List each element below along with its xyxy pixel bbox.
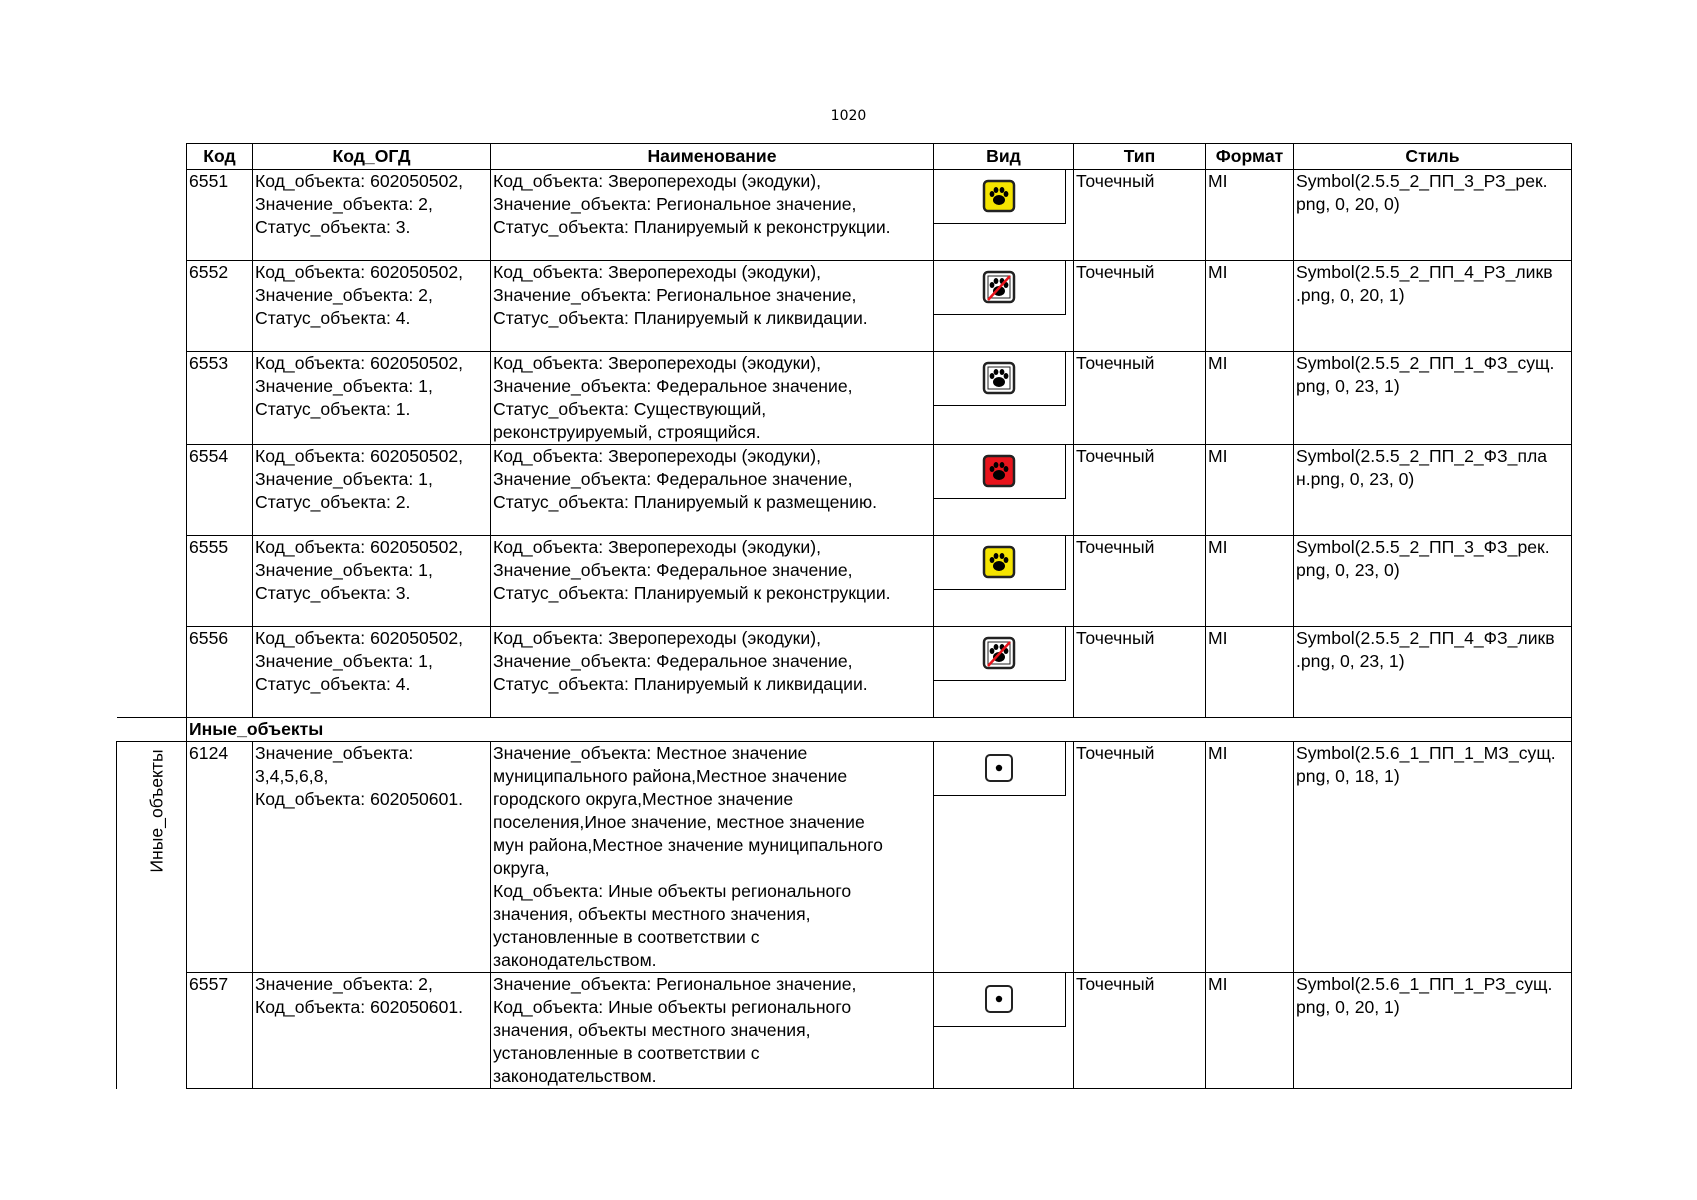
- cell-naimenovanie: Код_объекта: Зверопереходы (экодуки), Значение_объекта: Федеральное значение, Статус_объекта: Существующий, реконструируемый, строящийся.: [491, 352, 934, 445]
- group-label-text: Иные_объекты: [146, 749, 167, 873]
- cell-tip: Точечный: [1074, 627, 1206, 718]
- cell-vid: [934, 742, 1074, 973]
- cell-vid: [934, 973, 1074, 1089]
- table-row: [117, 973, 1572, 1089]
- table-row: [117, 742, 1572, 973]
- table-row: [117, 536, 1572, 627]
- cell-stil: Symbol(2.5.5_2_ПП_3_РЗ_рек. png, 0, 20, 0): [1294, 170, 1572, 261]
- cell-format: MI: [1206, 536, 1294, 627]
- cell-stil: Symbol(2.5.5_2_ПП_2_ФЗ_пла н.png, 0, 23, 0): [1294, 445, 1572, 536]
- cell-format: MI: [1206, 352, 1294, 445]
- cell-naimenovanie: Код_объекта: Зверопереходы (экодуки), Значение_объекта: Федеральное значение, Статус_объекта: Планируемый к ликвидации.: [491, 627, 934, 718]
- cell-tip: Точечный: [1074, 170, 1206, 261]
- cell-kod: 6554: [187, 445, 253, 536]
- section-group-cell: [117, 718, 187, 742]
- cell-stil: Symbol(2.5.6_1_ПП_1_МЗ_сущ. png, 0, 18, 1): [1294, 742, 1572, 973]
- cell-stil: Symbol(2.5.5_2_ПП_4_РЗ_ликв .png, 0, 20, 1): [1294, 261, 1572, 352]
- cell-naimenovanie: Код_объекта: Зверопереходы (экодуки), Значение_объекта: Федеральное значение, Статус_объекта: Планируемый к размещению.: [491, 445, 934, 536]
- symbol-preview: [934, 352, 1066, 406]
- symbol-preview: [934, 742, 1066, 796]
- cell-kod-ogd: Код_объекта: 602050502, Значение_объекта: 1, Статус_объекта: 2.: [253, 445, 491, 536]
- group-cell: [117, 445, 187, 536]
- symbol-preview: [934, 261, 1066, 315]
- cell-tip: Точечный: [1074, 536, 1206, 627]
- col-header-naimenovanie: Наименование: [491, 144, 934, 170]
- table-row: [117, 261, 1572, 352]
- col-header-tip: Тип: [1074, 144, 1206, 170]
- symbol-preview: [934, 973, 1066, 1027]
- cell-naimenovanie: Значение_объекта: Местное значение муниципального района,Местное значение городского округа,Местное значение поселения,Иное значение, местное значение мун района,Местное значение муниципального округа, Код_объекта: Иные объекты регионального значения, объекты местного значения, установленные в соответствии с законодательством.: [491, 742, 934, 973]
- cell-kod: 6557: [187, 973, 253, 1089]
- cell-kod-ogd: Код_объекта: 602050502, Значение_объекта: 2, Статус_объекта: 3.: [253, 170, 491, 261]
- section-label: Иные_объекты: [187, 718, 1572, 742]
- col-header-vid: Вид: [934, 144, 1074, 170]
- cell-stil: Symbol(2.5.5_2_ПП_3_ФЗ_рек. png, 0, 23, 0): [1294, 536, 1572, 627]
- cell-stil: Symbol(2.5.6_1_ПП_1_РЗ_сущ. png, 0, 20, 1): [1294, 973, 1572, 1089]
- cell-naimenovanie: Код_объекта: Зверопереходы (экодуки), Значение_объекта: Региональное значение, Статус_объекта: Планируемый к реконструкции.: [491, 170, 934, 261]
- table-body: [117, 170, 1572, 1089]
- cell-vid: [934, 352, 1074, 445]
- group-cell: [117, 170, 187, 261]
- cell-tip: Точечный: [1074, 445, 1206, 536]
- cell-naimenovanie: Код_объекта: Зверопереходы (экодуки), Значение_объекта: Региональное значение, Статус_объекта: Планируемый к ликвидации.: [491, 261, 934, 352]
- table-row: [117, 170, 1572, 261]
- group-cell: [117, 352, 187, 445]
- cell-kod-ogd: Код_объекта: 602050502, Значение_объекта: 1, Статус_объекта: 1.: [253, 352, 491, 445]
- section-row: [117, 718, 1572, 742]
- page-number: 1020: [830, 108, 867, 124]
- symbol-preview: [934, 627, 1066, 681]
- symbol-preview: [934, 445, 1066, 499]
- cell-tip: Точечный: [1074, 973, 1206, 1089]
- cell-stil: Symbol(2.5.5_2_ПП_1_ФЗ_сущ. png, 0, 23, 1): [1294, 352, 1572, 445]
- cell-naimenovanie: Значение_объекта: Региональное значение, Код_объекта: Иные объекты регионального значения, объекты местного значения, установленные в соответствии с законодательством.: [491, 973, 934, 1089]
- group-label-vertical: [142, 741, 172, 881]
- col-header-stil: Стиль: [1294, 144, 1572, 170]
- group-cell: [117, 536, 187, 627]
- cell-tip: Точечный: [1074, 352, 1206, 445]
- cell-vid: [934, 445, 1074, 536]
- col-header-format: Формат: [1206, 144, 1294, 170]
- cell-format: MI: [1206, 261, 1294, 352]
- cell-tip: Точечный: [1074, 742, 1206, 973]
- cell-tip: Точечный: [1074, 261, 1206, 352]
- symbol-preview: [934, 170, 1066, 224]
- classifier-table: [116, 143, 1572, 1089]
- cell-kod: 6124: [187, 742, 253, 973]
- cell-format: MI: [1206, 170, 1294, 261]
- table-row: [117, 627, 1572, 718]
- cell-kod: 6551: [187, 170, 253, 261]
- cell-kod-ogd: Код_объекта: 602050502, Значение_объекта: 1, Статус_объекта: 4.: [253, 627, 491, 718]
- cell-kod-ogd: Код_объекта: 602050502, Значение_объекта: 1, Статус_объекта: 3.: [253, 536, 491, 627]
- cell-format: MI: [1206, 627, 1294, 718]
- cell-kod: 6553: [187, 352, 253, 445]
- cell-kod-ogd: Значение_объекта: 2, Код_объекта: 602050601.: [253, 973, 491, 1089]
- cell-kod-ogd: Код_объекта: 602050502, Значение_объекта: 2, Статус_объекта: 4.: [253, 261, 491, 352]
- cell-format: MI: [1206, 973, 1294, 1089]
- table-row: [117, 445, 1572, 536]
- group-cell: [117, 973, 187, 1089]
- col-header-kod: Код: [187, 144, 253, 170]
- symbol-preview: [934, 536, 1066, 590]
- cell-vid: [934, 536, 1074, 627]
- cell-vid: [934, 627, 1074, 718]
- cell-naimenovanie: Код_объекта: Зверопереходы (экодуки), Значение_объекта: Федеральное значение, Статус_объекта: Планируемый к реконструкции.: [491, 536, 934, 627]
- cell-format: MI: [1206, 445, 1294, 536]
- group-cell: [117, 627, 187, 718]
- cell-kod: 6552: [187, 261, 253, 352]
- cell-format: MI: [1206, 742, 1294, 973]
- cell-vid: [934, 261, 1074, 352]
- cell-kod-ogd: Значение_объекта: 3,4,5,6,8, Код_объекта: 602050601.: [253, 742, 491, 973]
- cell-kod: 6556: [187, 627, 253, 718]
- group-cell: [117, 261, 187, 352]
- cell-vid: [934, 170, 1074, 261]
- header-row: [117, 144, 1572, 170]
- cell-stil: Symbol(2.5.5_2_ПП_4_ФЗ_ликв .png, 0, 23, 1): [1294, 627, 1572, 718]
- col-header-kod-ogd: Код_ОГД: [253, 144, 491, 170]
- table-row: [117, 352, 1572, 445]
- cell-kod: 6555: [187, 536, 253, 627]
